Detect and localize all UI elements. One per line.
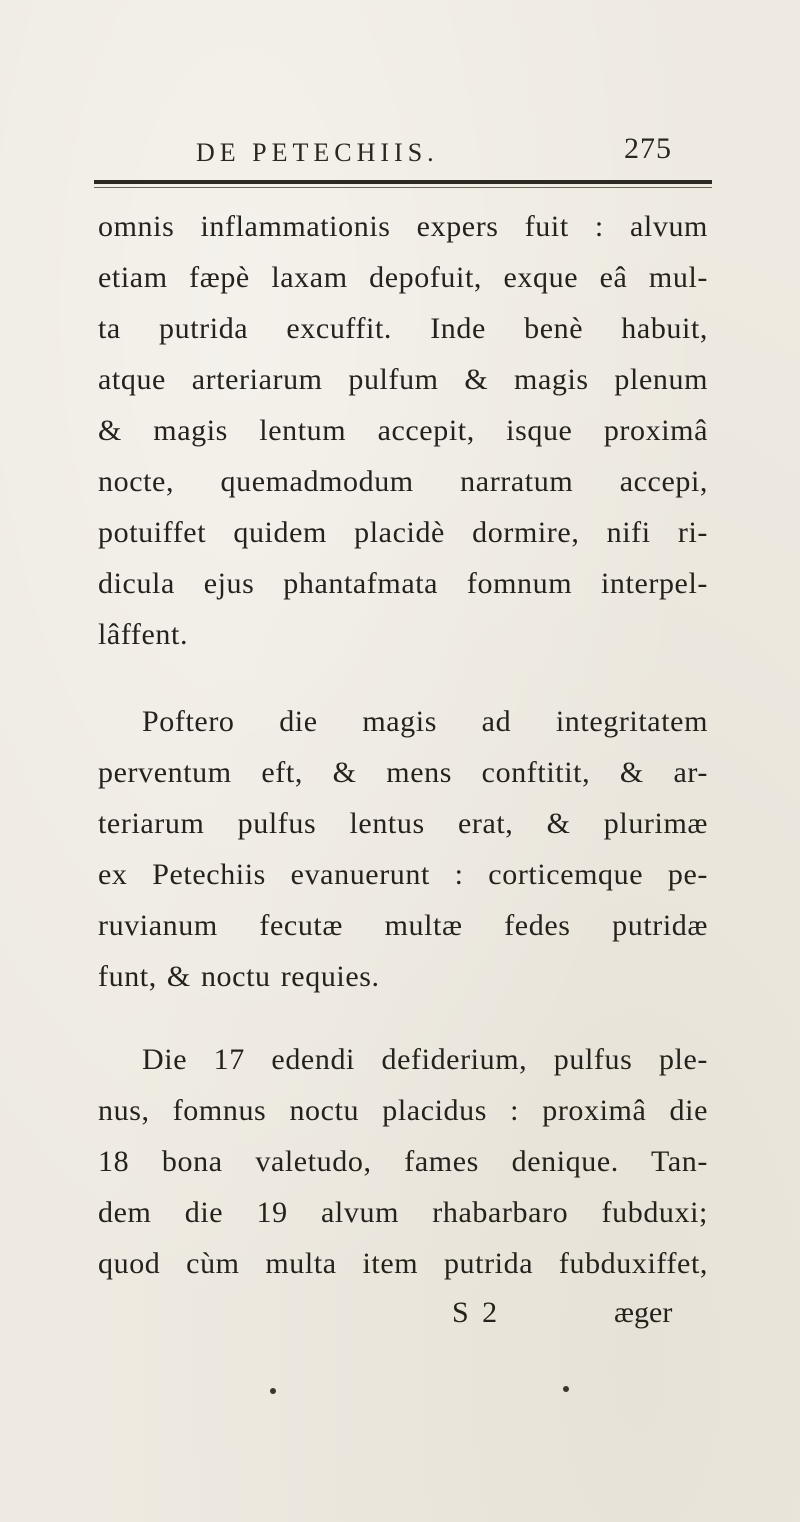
text-line: funt, & noctu requies. [98,960,380,993]
text-line: Poftero die magis ad integritatem [142,705,708,738]
text-line: etiam fæpè laxam depofuit, exque eâ mul- [98,261,708,294]
text-line: omnis inflammationis expers fuit : alvum [98,210,708,243]
text-line: perventum eft, & mens conftitit, & ar- [98,756,708,789]
text-line: nus, fomnus noctu placidus : proximâ die [98,1094,708,1127]
paper-speck [270,1388,276,1394]
catchword: æger [614,1296,673,1329]
signature-mark: S 2 [452,1296,501,1329]
text-line: atque arteriarum pulfum & magis plenum [98,363,708,396]
text-line: potuiffet quidem placidè dormire, nifi ri- [98,516,708,549]
text-line: & magis lentum accepit, isque proximâ [98,414,708,447]
text-line: dicula ejus phantafmata fomnum interpel- [98,567,708,600]
running-title: DE PETECHIIS. [196,138,439,167]
header-rule-thin [94,187,712,188]
page-number: 275 [624,132,672,165]
text-line: ruvianum fecutæ multæ fedes putridæ [98,909,708,942]
text-line: dem die 19 alvum rhabarbaro fubduxi; [98,1196,708,1229]
text-line: lâffent. [98,618,189,651]
text-line: nocte, quemadmodum narratum accepi, [98,465,708,498]
text-line: Die 17 edendi defiderium, pulfus ple- [142,1043,708,1076]
text-line: ta putrida excuffit. Inde benè habuit, [98,312,708,345]
header-rule [94,180,712,184]
paper-speck [563,1386,569,1392]
text-line: quod cùm multa item putrida fubduxiffet, [98,1247,708,1280]
text-line: teriarum pulfus lentus erat, & plurimæ [98,807,708,840]
text-line: 18 bona valetudo, fames denique. Tan- [98,1145,708,1178]
text-line: ex Petechiis evanuerunt : corticemque pe- [98,858,708,891]
